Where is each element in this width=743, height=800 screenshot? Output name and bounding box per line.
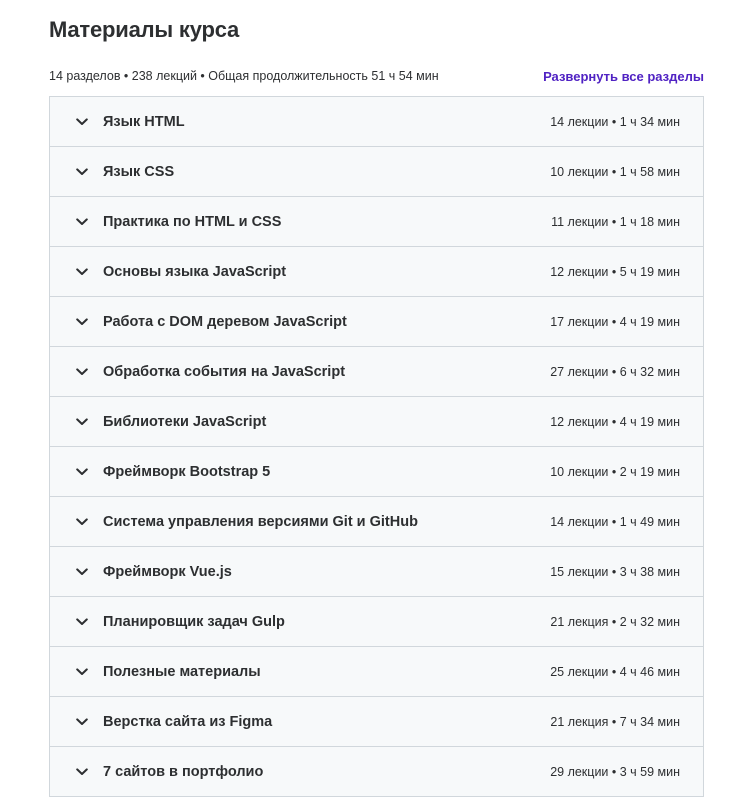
section-title: Библиотеки JavaScript	[103, 413, 267, 430]
section-meta: 29 лекции • 3 ч 59 мин	[550, 764, 680, 779]
section-meta: 11 лекции • 1 ч 18 мин	[551, 214, 680, 229]
section-header[interactable]	[50, 447, 703, 497]
expand-all-sections-button[interactable]: Развернуть все разделы	[543, 68, 704, 84]
section-title: Работа с DOM деревом JavaScript	[103, 313, 347, 330]
chevron-down-icon	[75, 565, 89, 579]
section-meta: 12 лекции • 5 ч 19 мин	[550, 264, 680, 279]
section-header[interactable]	[50, 747, 703, 796]
section-title: Язык HTML	[103, 113, 185, 130]
section-title: Практика по HTML и CSS	[103, 213, 282, 230]
chevron-down-icon	[75, 115, 89, 129]
chevron-down-icon	[75, 165, 89, 179]
section-header[interactable]	[50, 247, 703, 297]
section-meta: 21 лекция • 2 ч 32 мин	[550, 614, 680, 629]
section-meta: 10 лекции • 1 ч 58 мин	[550, 164, 680, 179]
chevron-down-icon	[75, 265, 89, 279]
section-header[interactable]	[50, 547, 703, 597]
section-meta: 12 лекции • 4 ч 19 мин	[550, 414, 680, 429]
chevron-down-icon	[75, 315, 89, 329]
section-header[interactable]	[50, 597, 703, 647]
section-meta: 17 лекции • 4 ч 19 мин	[550, 314, 680, 329]
section-title: Фреймворк Bootstrap 5	[103, 463, 271, 480]
page-title: Материалы курса	[49, 17, 240, 42]
section-meta: 10 лекции • 2 ч 19 мин	[550, 464, 680, 479]
section-meta: 21 лекция • 7 ч 34 мин	[550, 714, 680, 729]
chevron-down-icon	[75, 465, 89, 479]
section-meta: 27 лекции • 6 ч 32 мин	[550, 364, 680, 379]
section-title: Система управления версиями Git и GitHub	[103, 513, 418, 530]
section-title: Фреймворк Vue.js	[103, 563, 232, 580]
chevron-down-icon	[75, 415, 89, 429]
section-header[interactable]	[50, 97, 703, 147]
section-title: 7 сайтов в портфолио	[103, 763, 264, 780]
section-header[interactable]	[50, 647, 703, 697]
section-header[interactable]	[50, 147, 703, 197]
section-meta: 14 лекции • 1 ч 49 мин	[550, 514, 680, 529]
section-title: Обработка события на JavaScript	[103, 363, 346, 380]
section-meta: 25 лекции • 4 ч 46 мин	[550, 664, 680, 679]
sections-accordion	[49, 96, 704, 797]
section-header[interactable]	[50, 297, 703, 347]
chevron-down-icon	[75, 715, 89, 729]
section-header[interactable]	[50, 697, 703, 747]
section-title: Язык CSS	[103, 163, 175, 180]
chevron-down-icon	[75, 365, 89, 379]
section-header[interactable]	[50, 197, 703, 247]
chevron-down-icon	[75, 615, 89, 629]
section-header[interactable]	[50, 497, 703, 547]
chevron-down-icon	[75, 665, 89, 679]
section-meta: 14 лекции • 1 ч 34 мин	[550, 114, 680, 129]
section-title: Планировщик задач Gulp	[103, 613, 285, 630]
course-summary: 14 разделов • 238 лекций • Общая продолжительность 51 ч 54 мин	[49, 69, 439, 83]
section-header[interactable]	[50, 347, 703, 397]
section-meta: 15 лекции • 3 ч 38 мин	[550, 564, 680, 579]
section-title: Основы языка JavaScript	[103, 263, 287, 280]
section-title: Верстка сайта из Figma	[103, 713, 273, 730]
chevron-down-icon	[75, 215, 89, 229]
section-title: Полезные материалы	[103, 663, 261, 680]
chevron-down-icon	[75, 765, 89, 779]
chevron-down-icon	[75, 515, 89, 529]
section-header[interactable]	[50, 397, 703, 447]
course-summary-row	[49, 67, 704, 85]
